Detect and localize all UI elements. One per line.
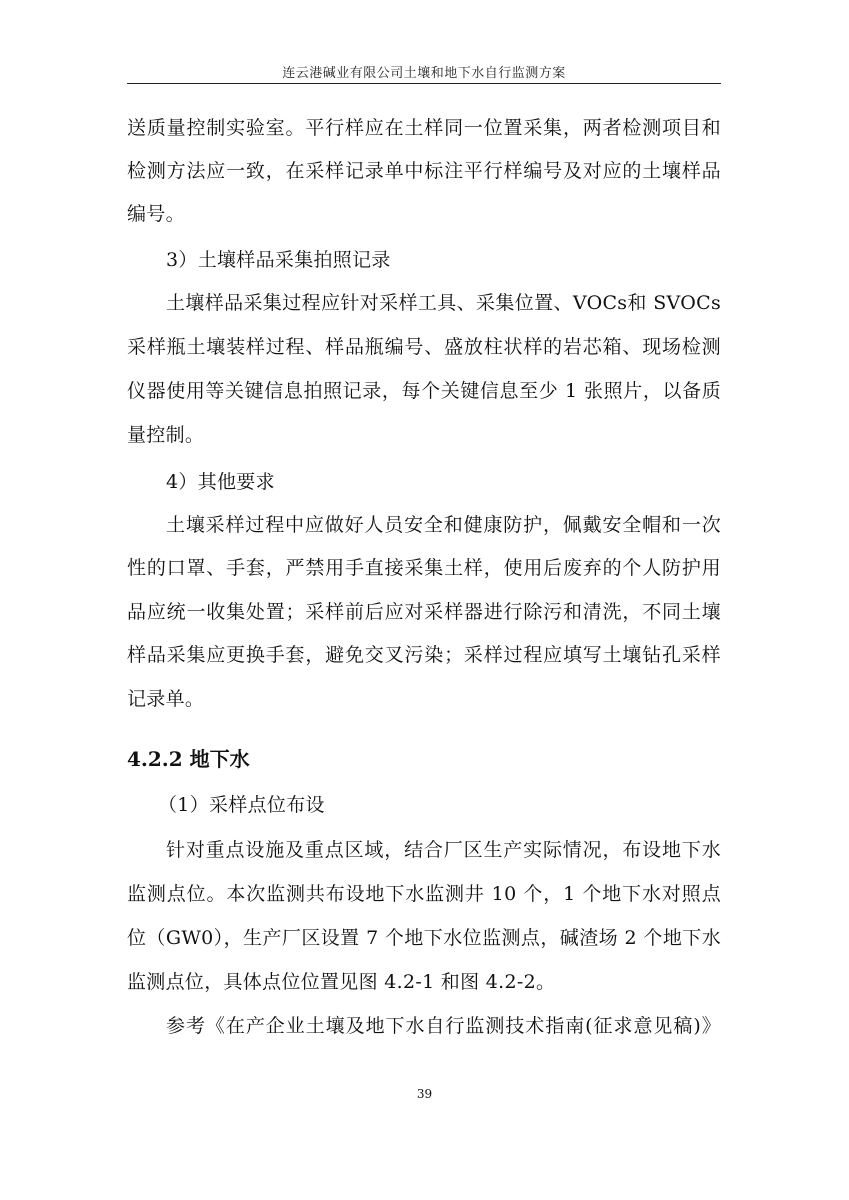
paragraph-line: 监测点位，具体点位位置见图 4.2-1 和图 4.2-2。 — [127, 971, 556, 993]
paragraph-line: 样品采集应更换手套，避免交叉污染；采样过程应填写土壤钻孔采样 — [127, 644, 721, 666]
section-heading: 4.2.2 地下水 — [127, 747, 250, 771]
subheading-photo-record: 3）土壤样品采集拍照记录 — [166, 249, 391, 271]
paragraph-line: 采样瓶土壤装样过程、样品瓶编号、盛放柱状样的岩芯箱、现场检测 — [127, 336, 721, 358]
subheading-sampling-points: （1）采样点位布设 — [158, 794, 325, 816]
paragraph-line: 仪器使用等关键信息拍照记录，每个关键信息至少 1 张照片，以备质 — [127, 380, 721, 402]
paragraph-line: 检测方法应一致，在采样记录单中标注平行样编号及对应的土壤样品 — [127, 160, 721, 182]
paragraph-line: 针对重点设施及重点区域，结合厂区生产实际情况，布设地下水 — [166, 839, 721, 861]
page-header: 连云港碱业有限公司土壤和地下水自行监测方案 — [282, 66, 566, 81]
subheading-other-requirements: 4）其他要求 — [166, 471, 275, 493]
header-rule — [127, 83, 721, 84]
paragraph-line: 土壤采样过程中应做好人员安全和健康防护，佩戴安全帽和一次 — [166, 514, 721, 536]
paragraph-line: 编号。 — [127, 203, 185, 225]
paragraph-line: 品应统一收集处置；采样前后应对采样器进行除污和清洗，不同土壤 — [127, 601, 721, 623]
paragraph-line: 参考《在产企业土壤及地下水自行监测技术指南(征求意见稿)》 — [166, 1015, 721, 1037]
paragraph-line: 性的口罩、手套，严禁用手直接采集土样，使用后废弃的个人防护用 — [127, 557, 721, 579]
paragraph-line: 送质量控制实验室。平行样应在土样同一位置采集，两者检测项目和 — [127, 117, 721, 139]
paragraph-line: 位（GW0），生产厂区设置 7 个地下水位监测点，碱渣场 2 个地下水 — [127, 927, 721, 949]
paragraph-line: 量控制。 — [127, 424, 205, 446]
paragraph-line: 监测点位。本次监测共布设地下水监测井 10 个，1 个地下水对照点 — [127, 883, 721, 905]
paragraph-line: 记录单。 — [127, 688, 205, 710]
page-number: 39 — [416, 1087, 433, 1101]
paragraph-line: 土壤样品采集过程应针对采样工具、采集位置、VOCs和 SVOCs — [166, 292, 721, 314]
